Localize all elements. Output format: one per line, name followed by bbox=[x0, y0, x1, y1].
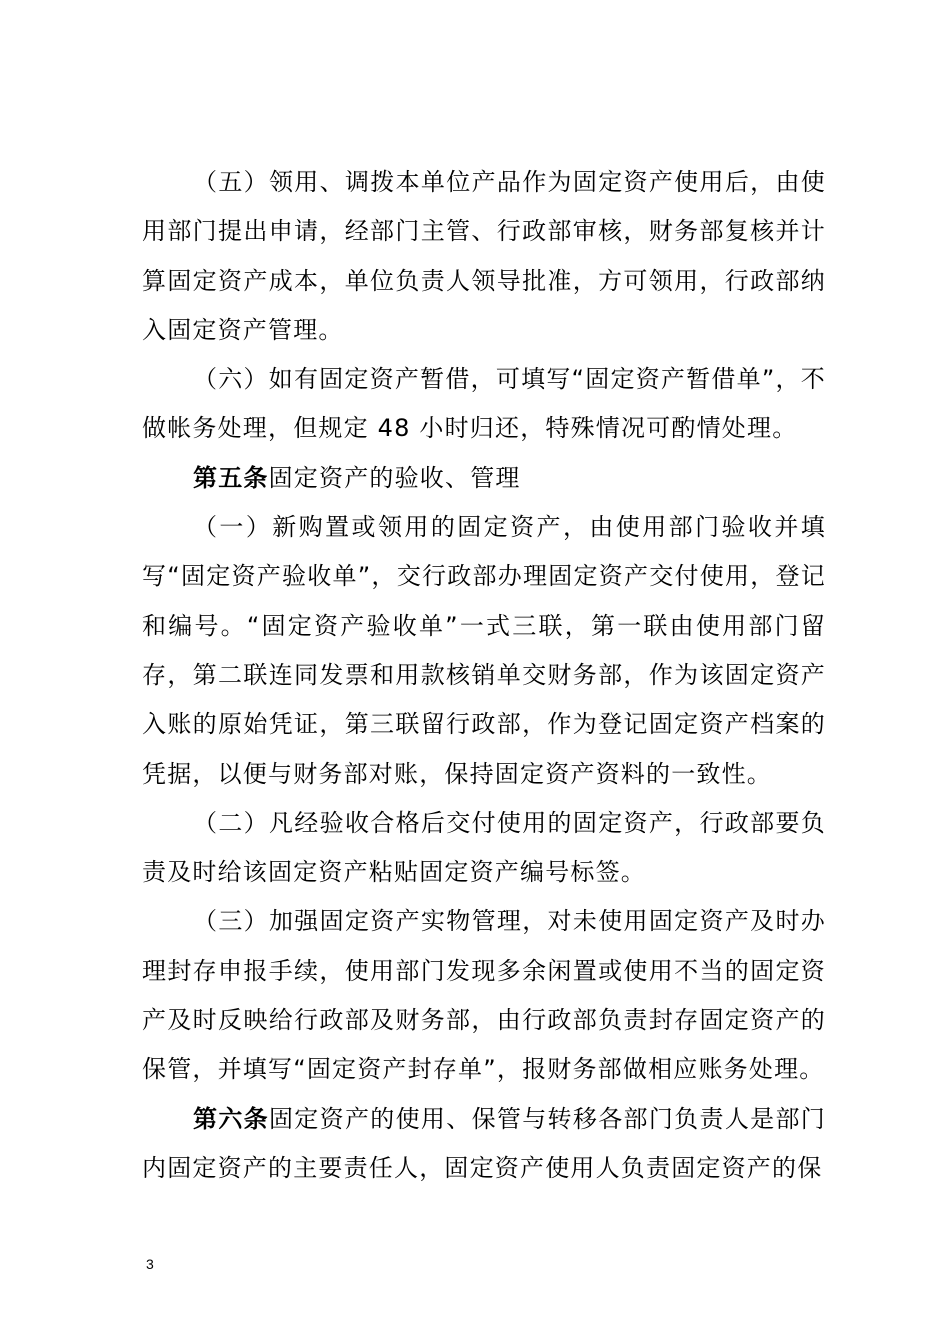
article-lead: 第五条 bbox=[193, 463, 269, 492]
paragraph-text: 固定资产的使用、保管与转移各部门负责人是部门内固定资产的主要责任人，固定资产使用人负责固定资产的保 bbox=[142, 1104, 826, 1182]
paragraph-item-1 bbox=[142, 503, 826, 799]
paragraph-item-2 bbox=[142, 799, 826, 898]
paragraph-item-6 bbox=[142, 355, 826, 454]
article-lead: 第六条 bbox=[193, 1104, 269, 1133]
paragraph-text: （六）如有固定资产暂借，可填写“固定资产暂借单”，不做帐务处理，但规定 48 小时归还，特殊情况可酌情处理。 bbox=[142, 365, 826, 443]
article-5-heading bbox=[142, 454, 826, 503]
paragraph-text: 固定资产的验收、管理 bbox=[268, 463, 521, 492]
paragraph-item-5 bbox=[142, 158, 826, 355]
page-number: 3 bbox=[146, 1256, 154, 1272]
paragraph-text: （五）领用、调拨本单位产品作为固定资产使用后，由使用部门提出申请，经部门主管、行政部审核，财务部复核并计算固定资产成本，单位负责人领导批准，方可领用，行政部纳入固定资产管理。 bbox=[142, 168, 826, 344]
paragraph-item-3 bbox=[142, 897, 826, 1094]
paragraph-text: （三）加强固定资产实物管理，对未使用固定资产及时办理封存申报手续，使用部门发现多余闲置或使用不当的固定资产及时反映给行政部及财务部，由行政部负责封存固定资产的保管，并填写“固定资产封存单”，报财务部做相应账务处理。 bbox=[142, 907, 826, 1084]
paragraph-text: （二）凡经验收合格后交付使用的固定资产，行政部要负责及时给该固定资产粘贴固定资产编号标签。 bbox=[142, 808, 826, 887]
article-6-heading bbox=[142, 1095, 826, 1194]
paragraph-text: （一）新购置或领用的固定资产，由使用部门验收并填写“固定资产验收单”，交行政部办理固定资产交付使用，登记和编号。“固定资产验收单”一式三联，第一联由使用部门留存，第二联连同发票和用款核销单交财务部，作为该固定资产入账的原始凭证，第三联留行政部，作为登记固定资产档案的凭据，以便与财务部对账，保持固定资产资料的一致性。 bbox=[142, 513, 826, 788]
document-body bbox=[142, 158, 826, 1193]
